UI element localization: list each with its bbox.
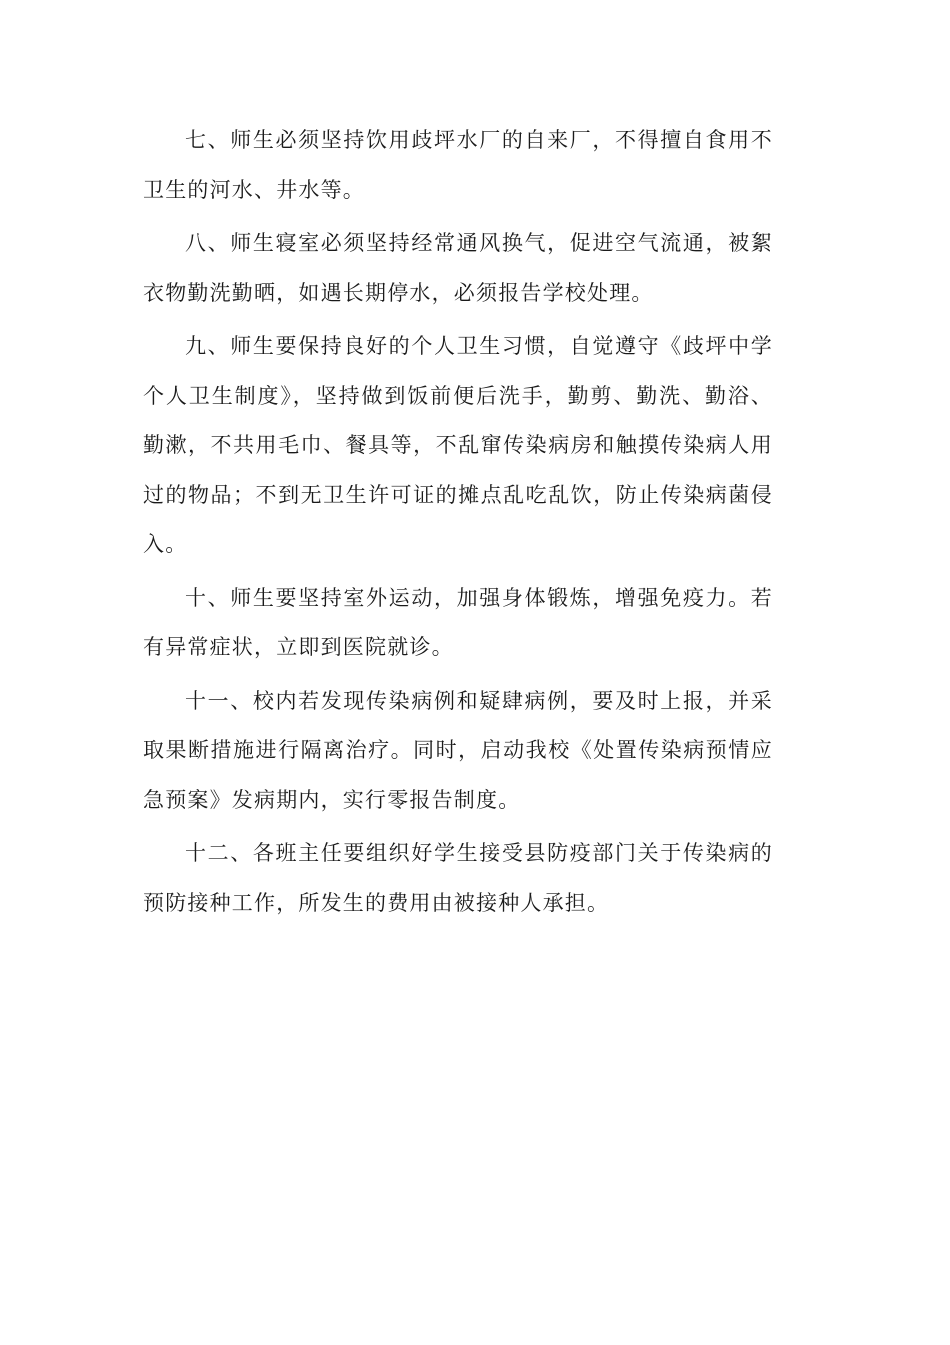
paragraph-8: 八、师生寝室必须坚持经常通风换气，促进空气流通，被絮衣物勤洗勤晒，如遇长期停水，必须报告学校处理。 [143,231,773,305]
paragraph-12: 十二、各班主任要组织好学生接受县防疫部门关于传染病的预防接种工作，所发生的费用由被接种人承担。 [143,841,773,915]
document-body [143,116,773,932]
paragraph-9: 九、师生要保持良好的个人卫生习惯，自觉遵守《歧坪中学个人卫生制度》，坚持做到饭前便后洗手，勤剪、勤洗、勤浴、勤漱，不共用毛巾、餐具等，不乱窜传染病房和触摸传染病人用过的物品；不到无卫生许可证的摊点乱吃乱饮，防止传染病菌侵入。 [143,334,773,556]
paragraph-11: 十一、校内若发现传染病例和疑肆病例，要及时上报，并采取果断措施进行隔离治疗。同时，启动我校《处置传染病预情应急预案》发病期内，实行零报告制度。 [143,688,773,812]
paragraph-7: 七、师生必须坚持饮用歧坪水厂的自来厂，不得擅自食用不卫生的河水、井水等。 [143,128,773,202]
paragraph-10: 十、师生要坚持室外运动，加强身体锻炼，增强免疫力。若有异常症状，立即到医院就诊。 [143,585,773,659]
